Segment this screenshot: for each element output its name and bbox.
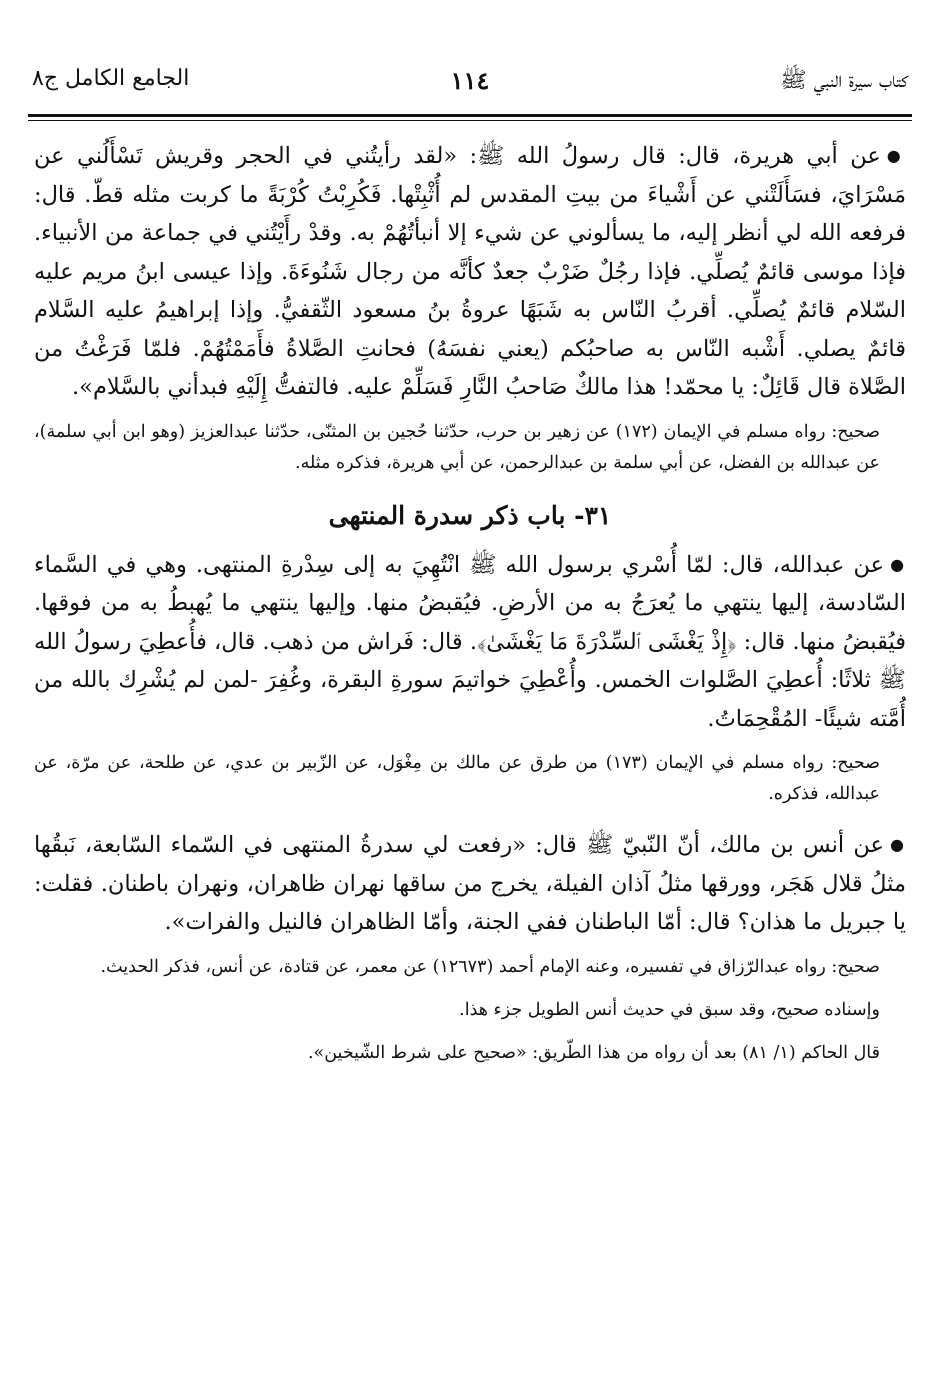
bullet-icon: ● (890, 554, 906, 574)
takhrij-note: صحيح: رواه عبدالرّزاق في تفسيره، وعنه الإمام أحمد (١٢٦٧٣) عن معمر، عن قتادة، عن أنس، فذكر الحديث. (100, 956, 880, 977)
hadith-abu-hurayra (34, 137, 906, 407)
header-rule-thin (28, 120, 912, 121)
takhrij-note: صحيح: رواه مسلم في الإيمان (١٧٢) عن زهير بن حرب، حدّثنا حُجين بن المثنّى، حدّثنا عبدالعزيز (وهو ابن أبي سلمة)، عن عبدالله بن الفضل، عن أبي سلمة بن عبدالرحمن، عن أبي هريرة، فذكره مثله. (34, 421, 880, 473)
bullet-icon: ● (886, 146, 906, 165)
bullet-icon: ● (889, 835, 906, 854)
book-section-title: كتاب سيرة النبي ﷺ (780, 68, 908, 93)
isnad-note: وإسناده صحيح، وقد سبق في حديث أنس الطويل جزء هذا. (459, 999, 880, 1020)
page-header (28, 62, 912, 114)
hadith-text: عن أبي هريرة، قال: قال رسولُ الله ﷺ: «لقد رأيتُني في الحجر وقريش تَسْأَلُني عن مَسْرَايَ، فسَأَلَتْني عن أَشْياءَ من بيتِ المقدس لم أُثْبِتْها. فَكُرِبْتُ كُرْبَةً ما كربت مثله قطّ. قال: فرفعه الله لي أنظر إليه، ما يسألوني عن شيء إلا أنبأتُهُمْ به. وقدْ رأَيْتُني في جماعة من الأنبياء. فإذا موسى قائمٌ يُصلِّي. فإذا رجُلٌ ضَرْبٌ جعدٌ كأنَّه من رجال شَنُوءَةَ. وإذا عيسى ابنُ مريم عليه السّلام قائمٌ يُصلِّي. أقربُ النّاس به شَبَهًا عروةُ بنُ مسعود الثّقفيُّ. وإذا إبراهيمُ عليه السَّلام قائمٌ يصلي. أَشْبه النّاس به صاحبُكم (يعني نفسَهُ) فحانتِ الصَّلاةُ فأَمَمْتُهُمْ. فلمّا فَرَغْتُ من الصَّلاة قال قَائِلٌ: يا محمّد! هذا مالكٌ صَاحبُ النَّارِ فَسَلِّمْ عليه. فالتفتُّ إِلَيْهِ فبدأني بالسَّلام». (34, 143, 906, 400)
header-rule-thick (28, 114, 912, 117)
page-number: ١١٤ (450, 66, 490, 95)
takhrij-note: صحيح: رواه مسلم في الإيمان (١٧٣) من طرق عن مالك بن مِغْوَل، عن الزّبير بن عدي، عن طلحة، عن مرّة، عن عبدالله، فذكره. (34, 753, 880, 804)
hadith-text: عن عبدالله، قال: لمّا أُسْري برسول الله ﷺ انْتُهِيَ به إلى سِدْرةِ المنتهى. وهي في السَّماء السّادسة، إليها ينتهي ما يُعرَجُ به من الأرضِ. فيُقبضُ منها. وإليها ينتهي ما يُهبطُ به من فوقها. فيُقبضُ منها. قال: ﴿إِذْ يَغْشَى ٱلسِّدْرَةَ مَا يَغْشَىٰ﴾. قال: فَراش من ذهب. قال، فأُعطِيَ رسولُ الله ﷺ ثلاثًا: أُعطِيَ الصَّلوات الخمس. وأُعْطِيَ خواتيمَ سورةِ البقرة، وغُفِرَ -لمن لم يُشْرِك بالله من أُمَّته شيئًا- المُقْحِمَاتُ. (34, 551, 906, 732)
book-page (28, 62, 912, 1069)
hadith-anas (34, 826, 906, 942)
hadith-text: عن أنس بن مالك، أنّ النّبيّ ﷺ قال: «رفعت لي سدرةُ المنتهى في السّماء السّابعة، نَبقُها مثلُ قلال هَجَر، وورقها مثلُ آذان الفيلة، يخرج من ساقها نهران ظاهران، ونهران باطنان. فقلت: يا جبريل ما هذان؟ قال: أمّا الباطنان ففي الجنة، وأمّا الظاهران فالنيل والفرات». (34, 832, 906, 935)
hadith-abdullah (34, 546, 906, 739)
chapter-heading: ٣١- باب ذكر سدرة المنتهى (328, 500, 612, 530)
hakim-note: قال الحاكم (١/ ٨١) بعد أن رواه من هذا الطّريق: «صحيح على شرط الشّيخين». (307, 1042, 880, 1063)
volume-title: الجامع الكامل ج٨ (32, 66, 190, 91)
